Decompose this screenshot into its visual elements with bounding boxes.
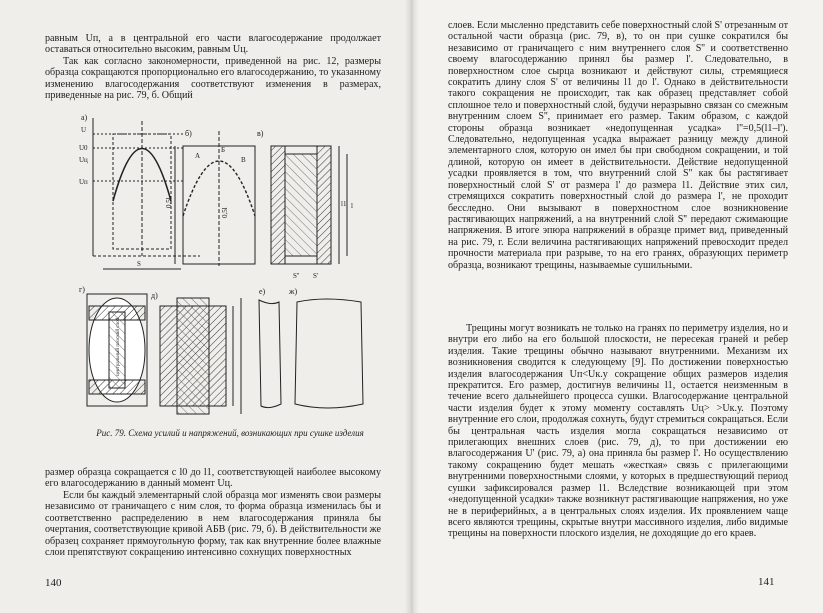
right-paragraph-1: слоев. Если мысленно представить себе поверхностный слой S' отрезанным от остальной части образца (рис. 79, в), то он при сушке сократился бы независимо от граничащего с ним внутреннего слоя S'' и соответственно своему влагосодержанию принял бы размер l'. Следовательно, в поверхностном слое сырца возникают и действуют силы, стремящиеся сократить длину слоя S' от величины l1 до l'. Однако в действительности такого сокращения не происходит, так как образец представляет собой сплошное тело и поверхностный слой, будучи неразрывно связан со смежным внутренним слоем S'', принимает его размер. Таким образом, с каждой стороны образца возникает «недопущенная усадка» l''=0,5(l1–l'). Следовательно, недопущенная усадка выражает разницу между длиной элементарного слоя, которую он имел бы при свободном сокращении, и той длиной, которую он имеет в действительности. Действие недопущенной усадки проявляется в том, что внутренний слой S'' как бы растягивает поверхностный слой S' от размера l' до размера l1. Действие этих сил, стремящихся сократить поверхностный слой до размера l', не проходит бесследно. Они вызывают в поверхностном слое возникновение растягивающих напряжений, а на внутренний слой S'' передают сжимающие напряжения. В итоге эпюра напряжений в образце примет вид, приведенный на рис. 79, г. Если величина растягивающих напряжений превосходит предел прочности материала при разрыве, то на его гранях, образующих периметр образца, возникают трещины, называемые сушильными. [448, 20, 788, 271]
panel-v [257, 129, 353, 280]
axis-u-label: U [81, 126, 87, 134]
panel-a [79, 113, 200, 269]
axis-u0-label: U0 [79, 144, 88, 152]
curve-v-label: В [241, 156, 246, 164]
figure-caption: Рис. 79. Схема усилий и напряжений, возникающих при сушке изделия [96, 428, 364, 438]
panel-e [259, 287, 281, 408]
right-paragraph-2: Трещины могут возникать не только на гранях по периметру изделия, но и внутри его либо на его большой плоскости, не пересекая граней и ребер изделия. Такие трещины обычно называют внутренними. Механизм их возникновения сводится к следующему [9]. По достижении поверхностью изделия влагосодержания Uп<Uк.у сокращение общих размеров изделия прекратится. Его размер, достигнув величины l1, остается неизменным в течение всего дальнейшего процесса сушки. Влагосодержание центральной части изделия будет к этому моменту составлять Uц> >Uк.у. Поэтому внутренние его слои, продолжая сохнуть, будут стремиться сокращаться. Если бы центральная часть изделия могла сокращаться независимо от прилегающих внешних слоев (рис. 79, д), то при достижении ею влагосодержания U' (рис. 79, а) она приняла бы размер l'. Но осуществлению такому сокращению будет мешать «жесткая» связь с прилегающими внутренними поверхностными слоями, у которых в предшествующий период сушки зафиксировался размер l1. Вследствие возникающей при этом «недопущенной усадки» также возникнут растягивающие напряжения, но уже не в периферийных, а в центральных слоях изделия. Их проявлением чаще всего являются трещины, скрытые внутри массивного изделия, либо видимые трещины на поверхности плоского изделия, не доходящие до его краев. [448, 323, 788, 540]
l1-label: l1 [341, 200, 347, 208]
left-paragraph-4: Если бы каждый элементарный слой образца мог изменять свои размеры независимо от граничащего с ним слоя, то форма образца изменилась бы и соответственно распределению в нем влагосодержания приняла бы очертания, соответствующие кривой АБВ (рис. 79, б). В действительности же образец сохраняет прямоугольную форму, так как внутренние более влажные слои препятствуют сокращению интенсивно сохнущих поверхностных [45, 490, 381, 559]
left-paragraph-2: Так как согласно закономерности, приведенной на рис. 12, размеры образца сокращаются пропорционально его влагосодержанию, то указанному изменению влагосодержания соответствуют изменения в размерах, приведенные на рис. 79, б. Общий [45, 56, 381, 102]
axis-s-label: S [137, 260, 141, 268]
s-double-prime-label: S'' [293, 272, 300, 280]
curve-b-label: Б [221, 146, 226, 154]
left-paragraph-3: размер образца сокращается с l0 до l1, соответствующей наиболее высокому его влагосодержанию в данный момент Uц. [45, 467, 381, 490]
panel-zh-label: ж) [289, 287, 298, 296]
axis-uc-label: Uц [79, 156, 88, 164]
half-l-label-2: 0,5l [221, 207, 229, 218]
panel-b [165, 129, 255, 266]
s-prime-label: S' [313, 272, 319, 280]
half-l-label-1: 0,5l [165, 197, 173, 208]
book-gutter [405, 0, 419, 613]
panel-b-label: б) [185, 129, 192, 138]
panel-d-label: д) [151, 291, 158, 300]
panel-a-label: а) [81, 113, 88, 122]
page-number-left: 140 [45, 577, 62, 589]
panel-zh [288, 287, 363, 408]
panel-v-label: в) [257, 129, 264, 138]
central-layer-label: центральный плоский слой [116, 317, 121, 376]
curve-a-label: А [195, 152, 201, 160]
panel-e-label: е) [259, 287, 266, 296]
figure-79 [75, 106, 385, 416]
l-label: l [351, 202, 353, 210]
axis-up-label: Uп [79, 178, 88, 186]
panel-g [79, 285, 147, 406]
page-number-right: 141 [758, 576, 775, 588]
right-page [412, 0, 823, 613]
panel-g-label: г) [79, 285, 85, 294]
panel-d [151, 291, 241, 414]
left-paragraph-1: равным Uп, а в центральной его части влагосодержание продолжает оставаться относительно высоким, равным Uц. [45, 33, 381, 56]
